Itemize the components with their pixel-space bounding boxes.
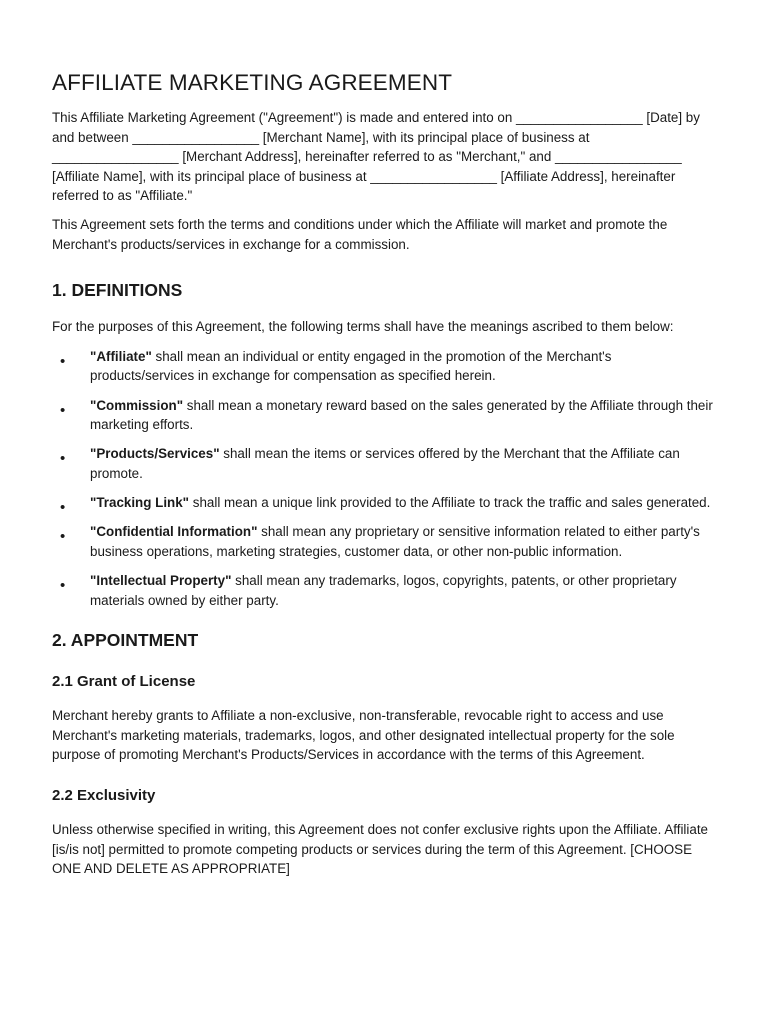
definition-term: "Affiliate" <box>90 348 152 364</box>
grant-of-license-paragraph: Merchant hereby grants to Affiliate a non-exclusive, non-transferable, revocable right to access and use Merchant's marketing materials, trademarks, logos, and other designated intellectual property for the sole purpose of promoting Merchant's Products/Services in accordance with the terms of this Agreement. <box>52 708 675 763</box>
bullet-icon: • <box>60 450 66 468</box>
subsection-heading-exclusivity: 2.2 Exclusivity <box>52 787 156 805</box>
list-item <box>52 444 718 483</box>
list-item <box>52 522 718 561</box>
bullet-icon: • <box>60 352 66 370</box>
definition-term: "Intellectual Property" <box>90 573 232 589</box>
purpose-paragraph: This Agreement sets forth the terms and conditions under which the Affiliate will market and promote the Merchant's products/services in exchange for a commission. <box>52 216 668 252</box>
definition-term: "Confidential Information" <box>90 524 258 540</box>
definition-text: shall mean any trademarks, logos, copyrights, patents, or other proprietary materials owned by either party. <box>90 573 677 608</box>
intro-paragraph: This Affiliate Marketing Agreement ("Agreement") is made and entered into on _________________ [Date] by and between _________________ [Merchant Name], with its principal place of business at _________________ [Merchant Address], hereinafter referred to as "Merchant," and _________________ [Affiliate Name], with its principal place of business at _________________ [Affiliate Address], hereinafter referred to as "Affiliate." <box>52 110 700 204</box>
document-title: AFFILIATE MARKETING AGREEMENT <box>52 70 453 95</box>
bullet-icon: • <box>60 499 66 517</box>
definition-term: "Commission" <box>90 397 184 413</box>
list-item <box>52 493 718 517</box>
exclusivity-paragraph: Unless otherwise specified in writing, this Agreement does not confer exclusive rights upon the Affiliate. Affiliate [is/is not] permitted to promote competing products or services during the term of this Agreement. [CHOOSE ONE AND DELETE AS APPROPRIATE] <box>52 822 709 877</box>
subsection-heading-grant-of-license: 2.1 Grant of License <box>52 673 196 691</box>
bullet-icon: • <box>60 528 66 546</box>
bullet-icon: • <box>60 577 66 595</box>
definition-term: "Tracking Link" <box>90 495 190 511</box>
definition-text: shall mean the items or services offered by the Merchant that the Affiliate can promote. <box>90 446 680 481</box>
definitions-list <box>52 347 718 611</box>
definition-text: shall mean an individual or entity engaged in the promotion of the Merchant's products/services in exchange for compensation as specified herein. <box>90 348 612 384</box>
definitions-intro: For the purposes of this Agreement, the following terms shall have the meanings ascribed to them below: <box>52 319 674 335</box>
definition-text: shall mean a unique link provided to the Affiliate to track the traffic and sales generated. <box>189 495 711 511</box>
definition-term: "Products/Services" <box>90 446 220 462</box>
section-heading-appointment: 2. APPOINTMENT <box>52 630 199 651</box>
list-item <box>52 571 718 610</box>
definition-text: shall mean any proprietary or sensitive information related to either party's business operations, marketing strategies, customer data, or other non-public information. <box>90 524 700 559</box>
list-item <box>52 347 718 386</box>
section-heading-definitions: 1. DEFINITIONS <box>52 280 183 301</box>
bullet-icon: • <box>60 401 66 419</box>
list-item <box>52 396 718 435</box>
definition-text: shall mean a monetary reward based on the sales generated by the Affiliate through their marketing efforts. <box>90 397 713 433</box>
